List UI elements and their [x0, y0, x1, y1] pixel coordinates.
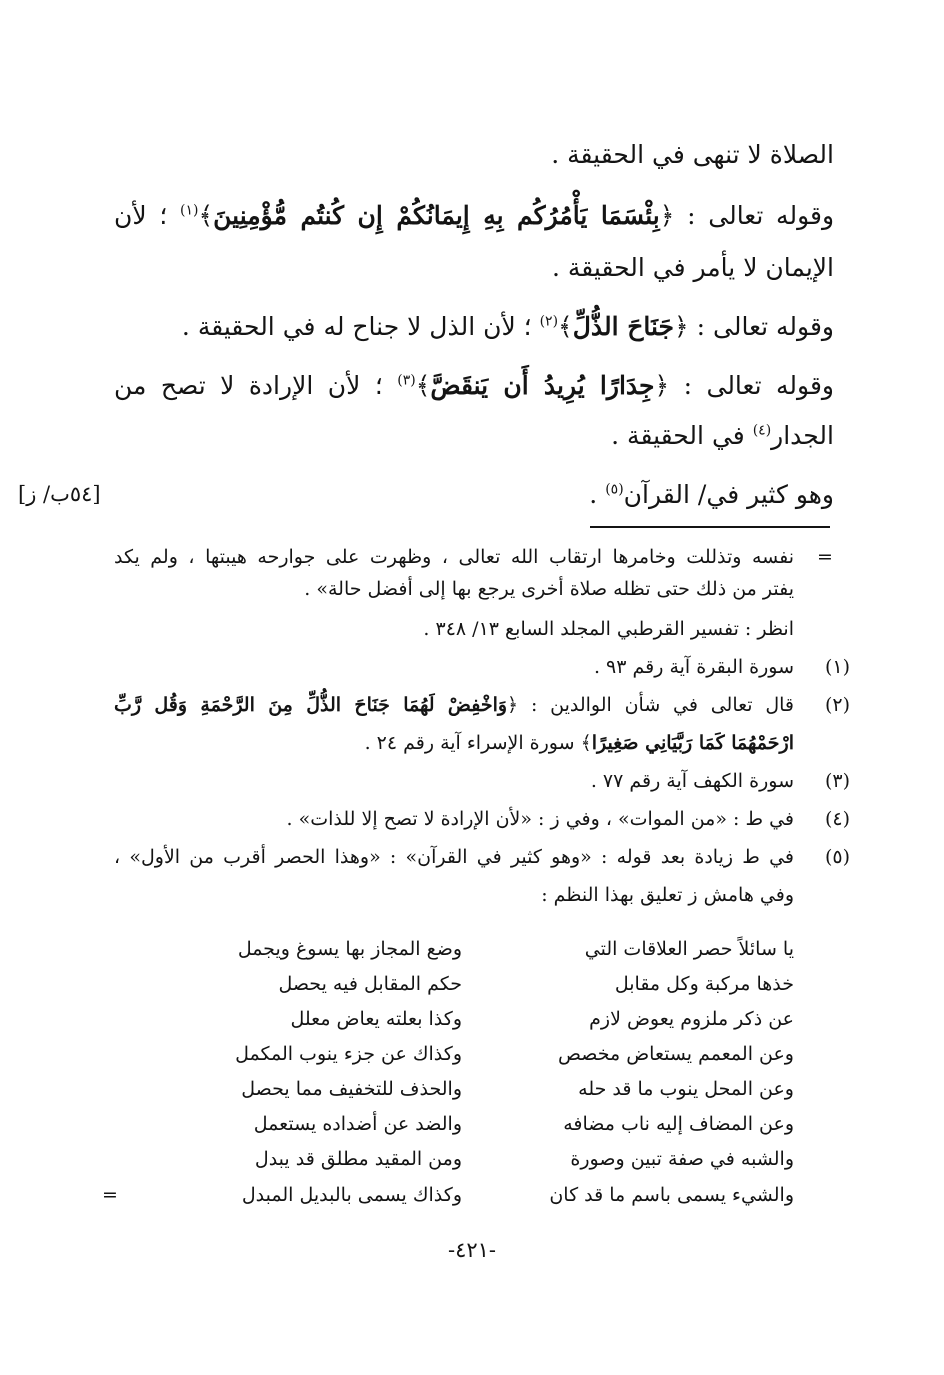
p4-line2-b: في الحقيقة . [611, 421, 745, 450]
quran-bracket-open: ﴿ [659, 201, 675, 230]
poem-verse-8-second-half: وكذاك يسمى بالبديل المبدل [241, 1184, 462, 1206]
quran-bracket-close: ﴾ [580, 732, 592, 754]
p5-a: وهو كثير في/ القرآن [623, 480, 834, 509]
quran-bracket-close: ﴾ [558, 312, 573, 341]
footnote-ref-3: (٣) [397, 372, 416, 389]
continuation-mark: = [817, 546, 833, 568]
p2-line2: الإيمان لا يأمر في الحقيقة . [551, 253, 834, 282]
p4-line2-a: الجدار [771, 421, 834, 450]
main-paragraph-4-line-1 [114, 366, 834, 406]
continuation-mark-bottom: = [102, 1184, 118, 1206]
footnote-5-line-1: في ط زيادة بعد قوله : «وهو كثير في القرآن» : «وهذا الحصر أقرب من الأول» ، [114, 846, 794, 868]
footnote-ref-4: (٤) [752, 422, 772, 439]
poem-verse-7-second-half: ومن المقيد مطلق قد يبدل [254, 1148, 462, 1170]
quran-bracket-open: ﴿ [654, 371, 670, 400]
poem-verse-3-second-half: وكذا بعلته يعاض معلل [290, 1008, 462, 1030]
quran-bracket-close: ﴾ [415, 371, 431, 400]
quran-bracket-close: ﴾ [198, 201, 214, 230]
main-line-1 [114, 135, 834, 175]
poem-verse-7-first-half: والشبه في صفة تبين وصورة [570, 1148, 794, 1170]
footnote-5-line-2: وفي هامش ز تعليق بهذا النظم : [541, 884, 794, 906]
footnote-continuation-line-3: انظر : تفسير القرطبي المجلد السابع ١٣/ ٣٤٨ . [423, 618, 794, 640]
footnote-1-number: (١) [824, 656, 850, 678]
poem-verse-2-second-half: حكم المقابل فيه يحصل [278, 973, 462, 995]
footnote-3-number: (٣) [824, 770, 850, 792]
p3-rest: ؛ لأن الذل لا جناح له في الحقيقة . [181, 312, 532, 341]
main-paragraph-5 [114, 475, 834, 515]
poem-verse-1-first-half: يا سائلاً حصر العلاقات التي [584, 938, 794, 960]
footnote-separator [590, 526, 830, 528]
footnote-5-number: (٥) [824, 846, 850, 868]
footnote-continuation-line-1: نفسه وتذللت وخامرها ارتقاب الله تعالى ، وظهرت على جوارحه هيبتها ، ولم يكد [114, 546, 794, 568]
main-line-1-end: . [551, 140, 560, 169]
footnote-ref-2: (٢) [539, 313, 559, 330]
main-paragraph-3 [114, 307, 834, 347]
p4-rest: ؛ لأن الإرادة لا تصح من [114, 371, 383, 400]
footnote-2-number: (٢) [824, 694, 850, 716]
p3-intro: وقوله تعالى : [696, 312, 834, 341]
poem-verse-3-first-half: عن ذكر ملزوم يعوض لازم [589, 1008, 794, 1030]
poem-verse-2-first-half: خذها مركبة وكل مقابل [614, 973, 794, 995]
quran-quote-baqarah: بِئْسَمَا يَأْمُرُكُم بِهِ إِيمَانُكُمْ إِن كُنتُم مُّؤْمِنِينَ [213, 201, 660, 230]
fn2-source: سورة الإسراء آية رقم ٢٤ . [364, 732, 575, 754]
poem-verse-6-second-half: والضد عن أضداده يستعمل [253, 1113, 462, 1135]
main-paragraph-4-line-2 [114, 416, 834, 456]
main-line-1-text: الصلاة لا تنهى في الحقيقة [567, 140, 834, 169]
fn2-quran-quote-part-1: وَاخْفِضْ لَهُمَا جَنَاحَ الذُّلِّ مِنَ الرَّحْمَةِ وَقُل رَّبِّ [114, 694, 508, 716]
poem-verse-4-second-half: وكذاك عن جزء ينوب المكمل [235, 1043, 462, 1065]
footnote-ref-1: (١) [180, 202, 199, 219]
poem-verse-1-second-half: وضع المجاز بها يسوغ ويجمل [237, 938, 462, 960]
page-number: -٤٢١- [447, 1238, 497, 1262]
quran-quote-isra: جَنَاحَ الذُّلِّ [572, 312, 675, 341]
p2-intro: وقوله تعالى : [687, 201, 835, 230]
poem-verse-6-first-half: وعن المضاف إليه ناب مضافه [563, 1113, 794, 1135]
footnote-4-text: في ط : «من الموات» ، وفي ز : «لأن الإرادة لا تصح إلا للذات» . [286, 808, 794, 830]
quran-quote-kahf: جِدَارًا يُرِيدُ أَن يَنقَضَّ [430, 371, 655, 400]
poem-verse-5-second-half: والحذف للتخفيف مما يحصل [241, 1078, 462, 1100]
footnote-continuation-line-2: يفتر من ذلك حتى تظله صلاة أخرى يرجع بها إلى أفضل حالة» . [304, 578, 794, 600]
main-paragraph-2-line-2 [114, 248, 834, 288]
fn2-quran-quote-part-2: ارْحَمْهُمَا كَمَا رَبَّيَانِي صَغِيرًا [591, 732, 794, 754]
fn2-intro: قال تعالى في شأن الوالدين : [530, 694, 795, 716]
p2-rest: ؛ لأن [114, 201, 168, 230]
poem-verse-4-first-half: وعن المعمم يستعاض مخصص [557, 1043, 794, 1065]
footnote-3-text: سورة الكهف آية رقم ٧٧ . [590, 770, 794, 792]
footnote-2-line-2 [114, 728, 794, 758]
main-paragraph-2-line-1 [114, 196, 834, 236]
footnote-1-text: سورة البقرة آية رقم ٩٣ . [593, 656, 794, 678]
poem-verse-5-first-half: وعن المحل ينوب ما قد حله [578, 1078, 794, 1100]
manuscript-folio-reference: [٥٤ب/ ز] [18, 482, 101, 506]
footnote-2-line-1 [114, 690, 794, 720]
poem-verse-8-first-half: والشيء يسمى باسم ما قد كان [549, 1184, 794, 1206]
p4-intro: وقوله تعالى : [683, 371, 834, 400]
quran-bracket-open: ﴿ [507, 694, 519, 716]
p5-b: . [589, 480, 598, 509]
footnote-ref-5: (٥) [605, 481, 624, 498]
footnote-4-number: (٤) [824, 808, 850, 830]
quran-bracket-open: ﴿ [674, 312, 689, 341]
